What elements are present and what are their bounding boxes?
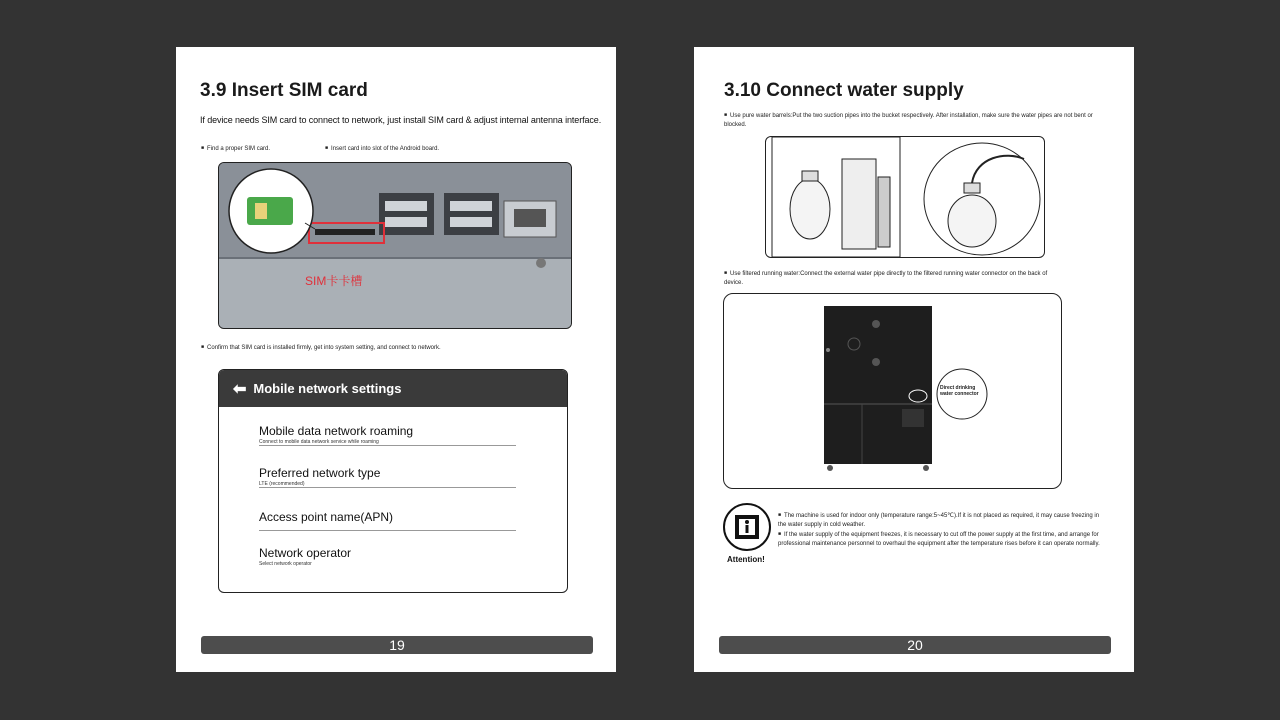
setting-name: Preferred network type bbox=[259, 466, 381, 480]
note-indoor-use: ■ The machine is used for indoor only (temperature range:5~45℃).If it is not placed as required, it may cause freezing in the water supply in cold weather. bbox=[778, 511, 1108, 530]
sim-slot-photo bbox=[218, 162, 572, 329]
panel-header bbox=[219, 370, 567, 407]
bullet-pure-water: ■ Use pure water barrels:Put the two suction pipes into the bucket respectively. After installation, make sure the water pipes are not bent or blocked. bbox=[724, 111, 1109, 130]
note-freezing: ■ If the water supply of the equipment freezes, it is necessary to cut off the power supply at the first time, and arrange for professional maintenance personnel to overhaul the equipment after the temperature rises before it can operate normally. bbox=[778, 530, 1108, 549]
setting-data-roaming[interactable] bbox=[259, 424, 516, 446]
step-find-sim: ■ Find a proper SIM card. bbox=[201, 144, 270, 154]
setting-sub: Connect to mobile data network service while roaming bbox=[259, 439, 379, 445]
barrel-illustration bbox=[766, 137, 1044, 257]
info-icon bbox=[723, 503, 771, 551]
setting-sub: Select network operator bbox=[259, 561, 312, 567]
section-title: 3.10 Connect water supply bbox=[724, 80, 964, 101]
manual-page-20 bbox=[694, 47, 1134, 672]
setting-name: Access point name(APN) bbox=[259, 510, 394, 524]
setting-name: Network operator bbox=[259, 546, 352, 560]
step-insert-card: ■ Insert card into slot of the Android board. bbox=[325, 144, 439, 154]
mobile-network-settings-panel bbox=[218, 369, 568, 593]
panel-header-title: Mobile network settings bbox=[253, 381, 402, 396]
attention-label: Attention! bbox=[727, 555, 765, 564]
setting-network-type[interactable] bbox=[259, 466, 516, 488]
setting-sub: LTE (recommended) bbox=[259, 481, 305, 487]
page-number: 19 bbox=[201, 636, 593, 654]
step-confirm: ■ Confirm that SIM card is installed firmly, get into system setting, and connect to network. bbox=[201, 343, 441, 353]
board-illustration bbox=[219, 163, 571, 328]
machine-back-figure bbox=[723, 293, 1062, 489]
section-title: 3.9 Insert SIM card bbox=[200, 80, 368, 101]
back-arrow-icon[interactable]: ⬅ bbox=[233, 380, 247, 398]
bullet-running-water: ■ Use filtered running water:Connect the external water pipe directly to the filtered running water connector on the back of device. bbox=[724, 269, 1064, 288]
setting-name: Mobile data network roaming bbox=[259, 424, 414, 438]
sim-slot-label: SIM卡卡槽 bbox=[305, 274, 363, 288]
setting-network-operator[interactable] bbox=[259, 546, 516, 567]
setting-apn[interactable] bbox=[259, 510, 516, 531]
water-barrel-figure bbox=[765, 136, 1045, 258]
page-number: 20 bbox=[719, 636, 1111, 654]
manual-page-19 bbox=[176, 47, 616, 672]
machine-illustration bbox=[724, 294, 1061, 488]
intro-text: If device needs SIM card to connect to network, just install SIM card & adjust internal antenna interface. bbox=[200, 115, 602, 125]
water-connector-callout: Direct drinking water connector bbox=[940, 385, 979, 397]
